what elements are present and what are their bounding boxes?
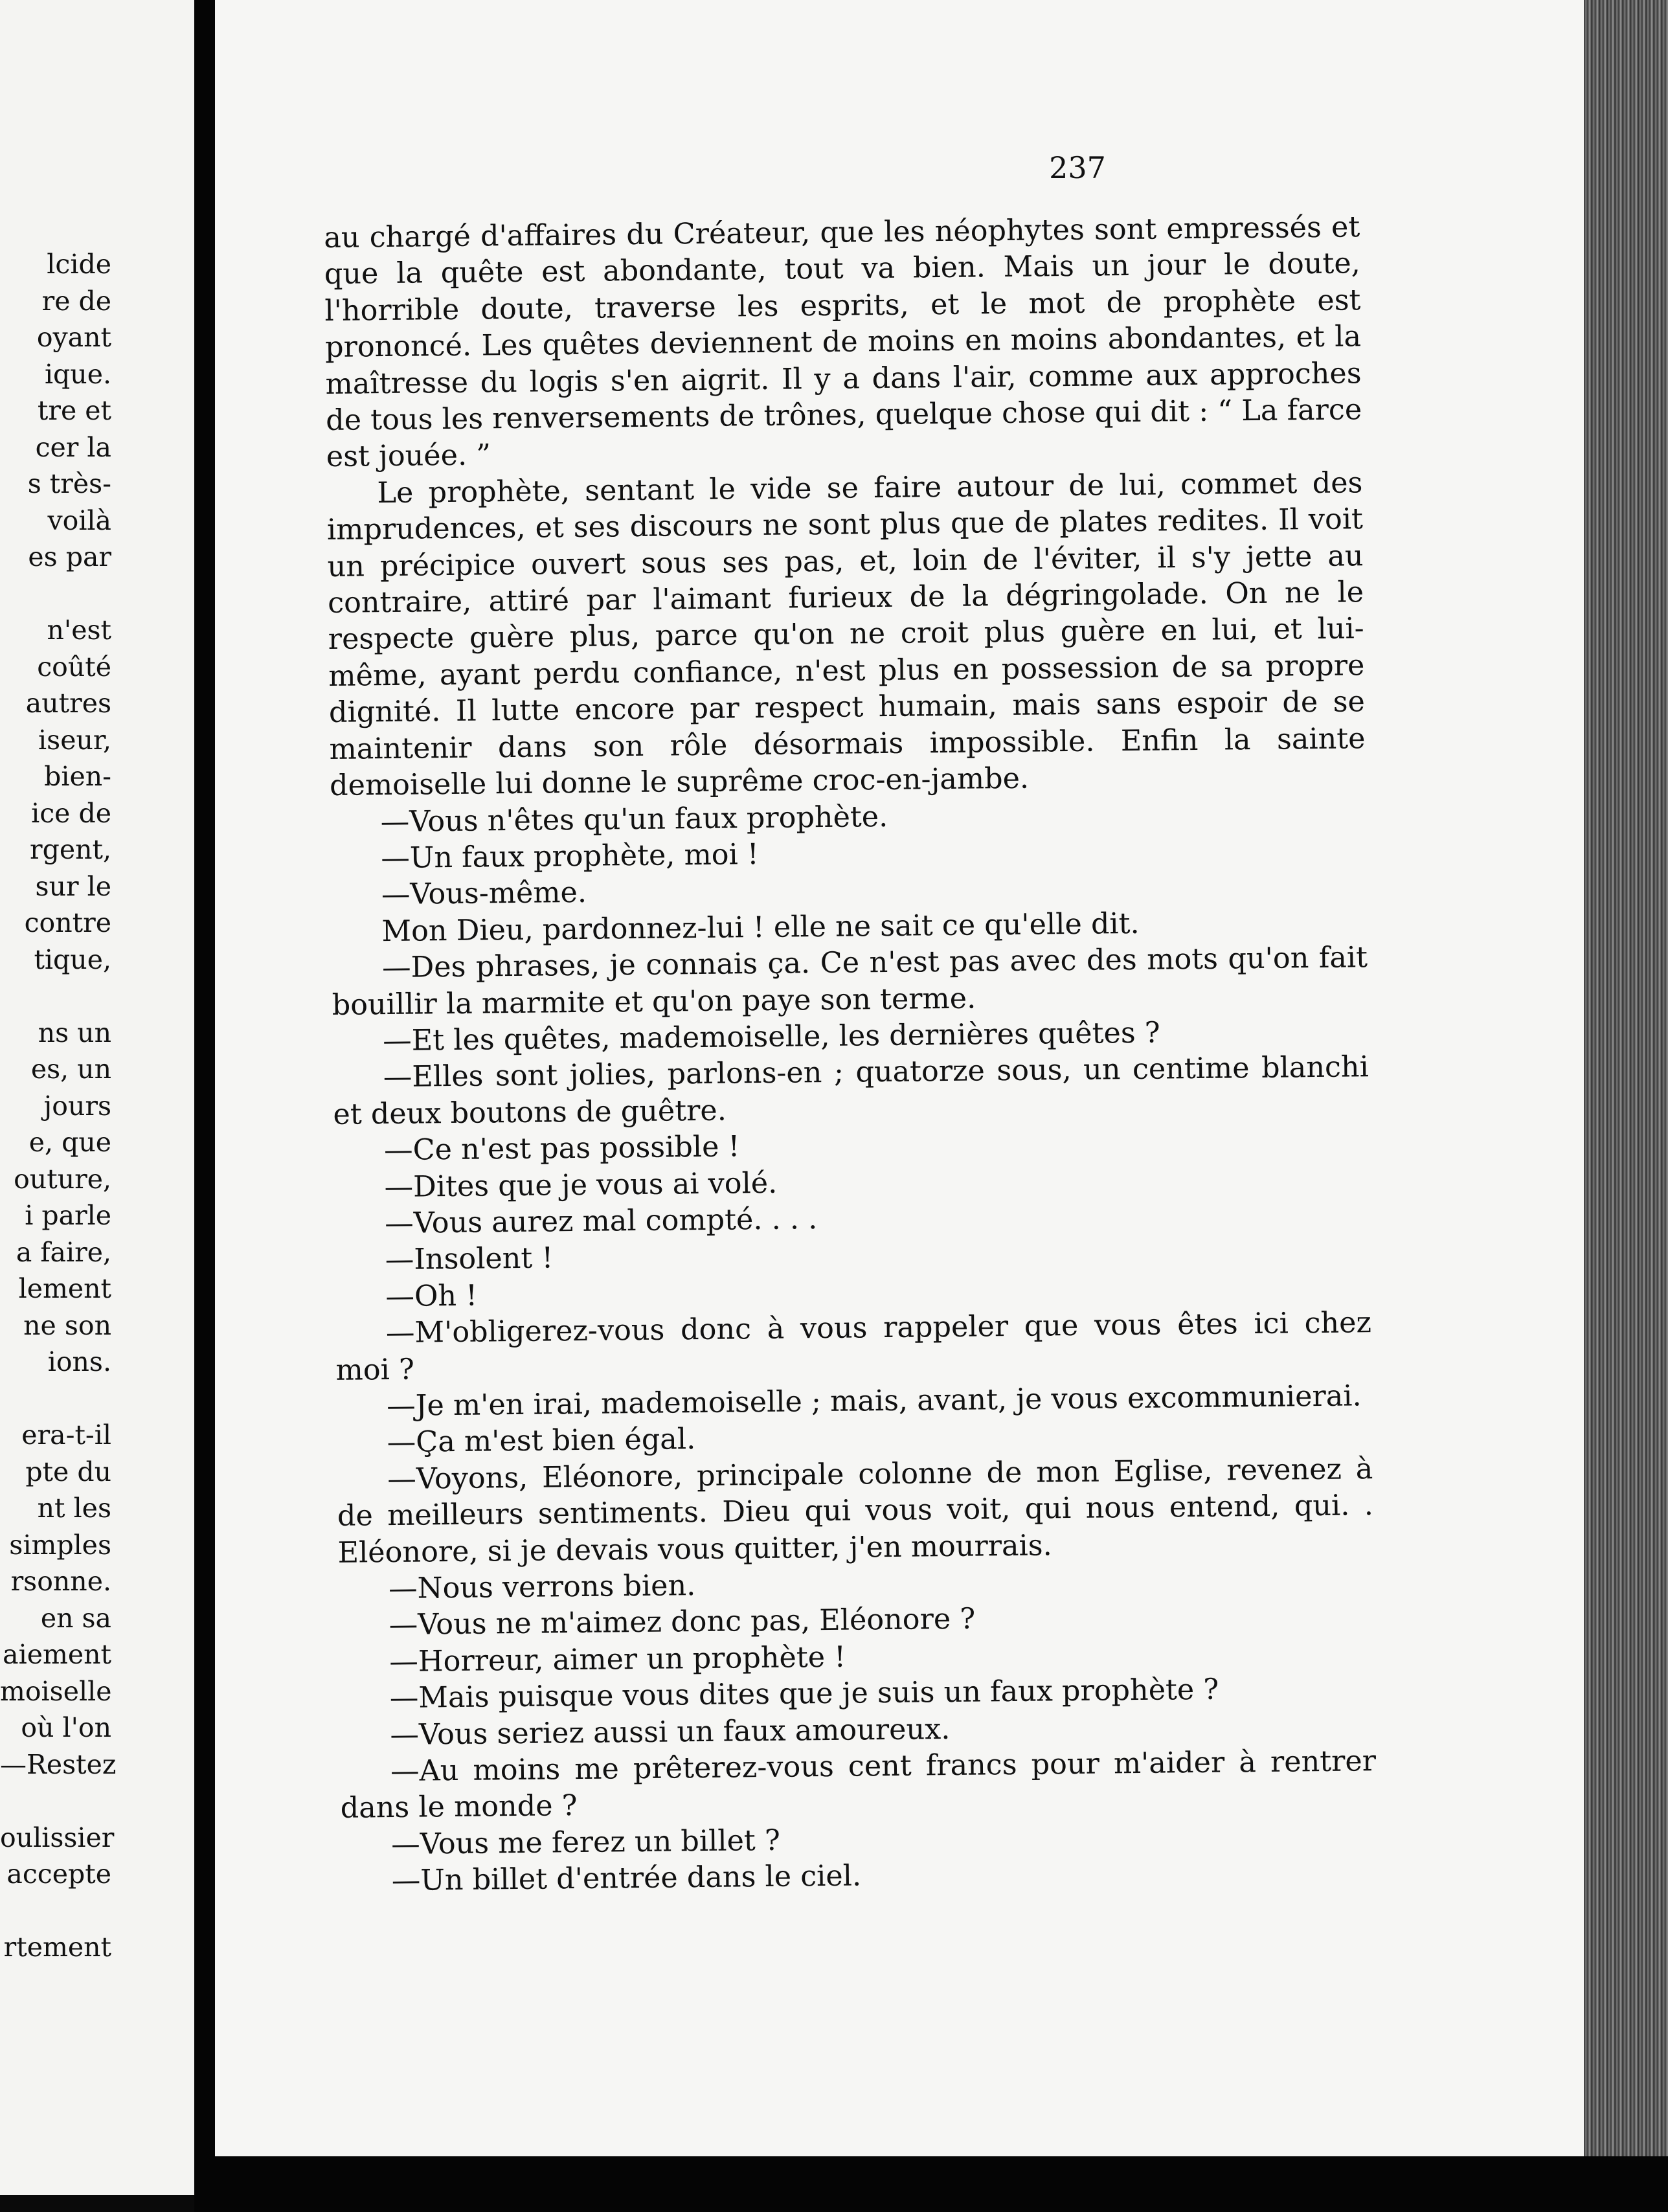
paragraph: au chargé d'affaires du Créateur, que les néophytes sont empressés et que la quête est abondante, tout va bien. Mais un jour le doute, l'horrible doute, traverse les esprits, et le mot de prophète est prononcé. Les quêtes deviennent de moins en moins abondantes, et la maîtresse du logis s'en aigrit. Il y a dans l'air, comme aux approches de tous les renversements de trônes, quelque chose qui dit : “ La farce est jouée. ” <box>324 210 1362 474</box>
left-fragment-line: oulissier <box>0 1822 115 1853</box>
dialogue-line: —Vous n'êtes qu'un faux prophète. <box>380 800 888 839</box>
left-page <box>0 0 194 2195</box>
dialogue-line: —Ce n'est pas possible ! <box>383 1130 740 1168</box>
dialogue-line: —Vous seriez aussi un faux amoureux. <box>390 1712 951 1752</box>
left-fragment-line: era-t-il <box>21 1419 111 1450</box>
left-fragment-line: e, que <box>28 1127 111 1158</box>
paragraph: Le prophète, sentant le vide se faire autour de lui, commet des imprudences, et ses discours ne sont plus que de plates redites. Il voit un précipice ouvert sous ses pas, et, loin de l'éviter, il s'y jette au contraire, attiré par l'aimant furieux de la dégringolade. On ne le respecte guère plus, parce qu'on ne croit plus guère en lui, et lui-même, ayant perdu confiance, n'est plus en possession de sa propre dignité. Il lutte encore par respect humain, mais sans espoir de se maintenir dans son rôle désormais impossible. Enfin la sainte demoiselle lui donne le suprême croc-en-jambe. <box>326 466 1366 803</box>
dialogue-line: —Vous-même. <box>381 876 587 912</box>
left-fragment-line: rsonne. <box>10 1566 111 1597</box>
left-fragment-line: ns un <box>38 1017 111 1048</box>
left-fragment-line <box>0 1783 111 1820</box>
left-fragment-line: autres <box>25 688 111 719</box>
left-fragment-line: ique. <box>44 358 111 390</box>
dialogue-line: —Oh ! <box>385 1279 478 1313</box>
dialogue-line: —Des phrases, je connais ça. Ce n'est pas avec des mots qu'on fait bouillir la marmite et qu'on paye son terme. <box>332 941 1368 1022</box>
left-fragment-line <box>0 1893 111 1930</box>
left-fragment-line: a faire, <box>16 1236 111 1268</box>
dialogue-line: —M'obligerez-vous donc à vous rappeler que vous êtes ici chez moi ? <box>335 1306 1372 1387</box>
left-fragment-line: ions. <box>47 1346 111 1377</box>
dialogue-line: —Au moins me prêterez-vous cent francs pour m'aider à rentrer dans le monde ? <box>340 1744 1377 1825</box>
left-fragment-line: iseur, <box>38 724 111 756</box>
dialogue-line: —Horreur, aimer un prophète ! <box>389 1640 846 1678</box>
left-fragment-line: i parle <box>25 1200 111 1231</box>
left-fragment-line: s très- <box>27 468 111 499</box>
left-fragment-line: rgent, <box>29 834 111 865</box>
left-fragment-line: nt les <box>37 1493 111 1524</box>
dialogue-line: —Elles sont jolies, parlons-en ; quatorze sous, un centime blanchi et deux boutons de guêtre. <box>333 1050 1369 1131</box>
left-fragment-line: en sa <box>40 1602 111 1634</box>
dialogue-line: —Un billet d'entrée dans le ciel. <box>391 1859 862 1898</box>
page-edges <box>1584 0 1668 2212</box>
left-fragment-line: tre et <box>37 395 111 426</box>
book-gutter <box>194 0 215 2212</box>
left-fragment-line <box>0 1381 111 1417</box>
left-fragment-line: où l'on <box>21 1712 111 1743</box>
dialogue-line: —Un faux prophète, moi ! <box>381 837 760 875</box>
dialogue-line: —Dites que je vous ai volé. <box>384 1166 778 1204</box>
dialogue-line: —Vous ne m'aimez donc pas, Eléonore ? <box>389 1603 976 1642</box>
left-page-text-fragments <box>0 246 117 1966</box>
left-fragment-line: accepte <box>6 1858 111 1890</box>
left-fragment-line: ne son <box>23 1309 111 1341</box>
page-number: 237 <box>1049 150 1106 185</box>
dialogue-line: —Et les quêtes, mademoiselle, les dernières quêtes ? <box>383 1016 1160 1058</box>
dialogue-line: Mon Dieu, pardonnez-lui ! elle ne sait ce qu'elle dit. <box>381 907 1140 948</box>
left-fragment-line: contre <box>24 907 111 938</box>
scan-border <box>194 2156 1668 2212</box>
left-fragment-line: bien- <box>44 761 111 792</box>
left-fragment-line: es, un <box>30 1054 111 1085</box>
left-fragment-line: pte du <box>25 1456 111 1487</box>
left-fragment-line: sur le <box>35 870 111 902</box>
dialogue-line: —Voyons, Eléonore, principale colonne de mon Eglise, revenez à de meilleurs sentiments. Dieu qui vous voit, qui nous entend, qui. . Eléonore, si je devais vous quitter, j'en mourrais. <box>337 1452 1374 1570</box>
dialogue-line: —Je m'en irai, mademoiselle ; mais, avant, je vous excommunierai. <box>386 1379 1362 1423</box>
dialogue-line: —Nous verrons bien. <box>388 1569 696 1606</box>
dialogue-line: —Vous aurez mal compté. . . . <box>384 1202 818 1241</box>
left-fragment-line: n'est <box>47 615 111 646</box>
left-fragment-line: —Restez <box>0 1748 117 1780</box>
left-fragment-line: cer la <box>35 431 111 463</box>
left-fragment-line: jours <box>43 1090 111 1122</box>
left-fragment-line: re de <box>41 285 111 317</box>
page-text <box>324 209 1377 1900</box>
left-fragment-line: ice de <box>31 797 111 829</box>
left-fragment-line: moiselle <box>0 1675 112 1707</box>
dialogue-line: —Insolent ! <box>385 1241 554 1277</box>
left-fragment-line: simples <box>9 1529 111 1561</box>
left-fragment-line: voilà <box>47 504 111 536</box>
left-fragment-line: oyant <box>36 322 111 353</box>
dialogue-line: —Mais puisque vous dites que je suis un faux prophète ? <box>389 1673 1219 1715</box>
left-fragment-line <box>0 978 111 1015</box>
left-fragment-line: rtement <box>3 1932 111 1963</box>
left-fragment-line: lcide <box>47 249 111 280</box>
left-fragment-line: es par <box>28 541 111 572</box>
left-fragment-line: lement <box>18 1273 111 1304</box>
left-fragment-line <box>0 576 111 613</box>
left-fragment-line: tique, <box>34 943 111 975</box>
left-fragment-line: coûté <box>37 651 111 683</box>
dialogue-line: —Vous me ferez un billet ? <box>391 1823 781 1861</box>
dialogue-line: —Ça m'est bien égal. <box>387 1423 696 1460</box>
left-fragment-line: outure, <box>14 1163 111 1195</box>
left-fragment-line: aiement <box>3 1639 111 1670</box>
